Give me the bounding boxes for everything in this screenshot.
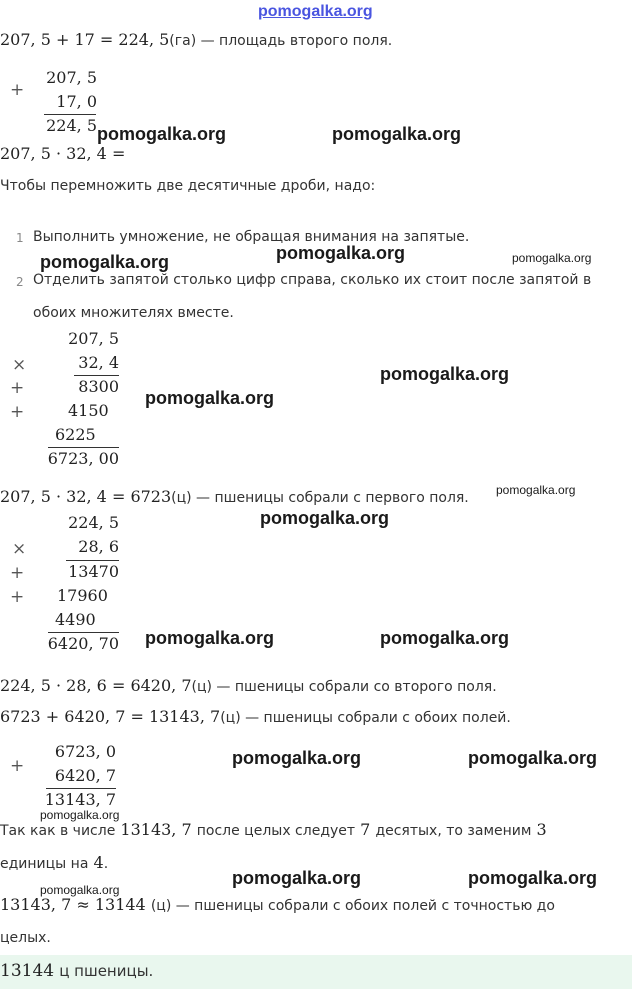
partial-product-3: 4490 (55, 610, 96, 629)
math-expression-multiply: 207, 5 · 32, 4 = (0, 144, 126, 163)
plus-sign: + (10, 563, 25, 583)
watermark: pomogalka.org (232, 868, 362, 888)
plus-sign: + (10, 402, 25, 422)
watermark: pomogalka.org (40, 252, 170, 272)
sum-line (44, 114, 96, 115)
result-line (48, 632, 119, 633)
step-text: Выполнить умножение, не обращая внимания на запятые. (33, 229, 470, 245)
text: десятых, то заменим (375, 823, 532, 839)
watermark: pomogalka.org (468, 748, 598, 768)
math-expression: 13143, 7 ≈ 13144 (0, 895, 146, 914)
line-second-field-wheat (0, 676, 497, 695)
math: 3 (536, 820, 547, 839)
product-result: 6420, 70 (47, 634, 119, 653)
watermark: pomogalka.org (97, 124, 227, 144)
watermark: pomogalka.org (40, 883, 120, 897)
watermark-top[interactable]: pomogalka.org (258, 3, 373, 20)
partial-product-1: 8300 (78, 377, 119, 396)
rounded-total-continued: целых. (0, 930, 51, 946)
rounding-explanation-continued (0, 853, 108, 872)
line-both-fields-wheat (0, 707, 511, 726)
math-expression: 6723 + 6420, 7 = 13143, 7 (0, 707, 221, 726)
math: 13143, 7 (120, 820, 192, 839)
line-text: (ц) — пшеницы собрали с обоих полей. (220, 710, 511, 726)
text: . (103, 856, 109, 872)
result-line (48, 447, 119, 448)
line-text: (га) — площадь второго поля. (169, 33, 393, 49)
watermark: pomogalka.org (512, 251, 592, 265)
plus-sign: + (10, 587, 25, 607)
sum-result: 224, 5 (46, 116, 97, 135)
text: Так как в числе (0, 823, 116, 839)
partial-product-3: 6225 (55, 425, 96, 444)
watermark: pomogalka.org (276, 243, 406, 263)
sum-line (46, 788, 116, 789)
plus-sign: + (10, 80, 25, 100)
math: 7 (360, 820, 371, 839)
watermark: pomogalka.org (468, 868, 598, 888)
math-expression: 207, 5 + 17 = 224, 5 (0, 30, 170, 49)
text: единицы на (0, 856, 89, 872)
watermark: pomogalka.org (260, 508, 390, 528)
addend-2: 6420, 7 (54, 766, 116, 785)
partial-product-2: 4150 (68, 401, 109, 420)
step-text-continued: обоих множителях вместе. (33, 305, 234, 321)
line-area-second-field (0, 30, 392, 49)
watermark: pomogalka.org (496, 483, 576, 497)
step-number: 2 (16, 275, 24, 289)
addend-1: 207, 5 (46, 68, 97, 87)
rule-intro: Чтобы перемножить две десятичные дроби, надо: (0, 178, 376, 194)
product-line (74, 375, 119, 376)
times-sign: × (12, 539, 27, 559)
addend-1: 6723, 0 (54, 742, 116, 761)
partial-product-2: 17960 (57, 586, 108, 605)
multiplicand: 207, 5 (68, 329, 119, 348)
multiplier: 28, 6 (78, 537, 119, 556)
product-line (66, 560, 119, 561)
step-text: Отделить запятой столько цифр справа, сколько их стоит после запятой в (33, 272, 592, 288)
math-expression: 224, 5 · 28, 6 = 6420, 7 (0, 676, 192, 695)
line-text: (ц) — пшеницы собрали с обоих полей с точностью до (150, 898, 555, 914)
product-result: 6723, 00 (47, 449, 119, 468)
answer (0, 961, 153, 981)
plus-sign: + (10, 756, 25, 776)
multiplicand: 224, 5 (68, 513, 119, 532)
plus-sign: + (10, 378, 25, 398)
watermark: pomogalka.org (332, 124, 462, 144)
times-sign: × (12, 355, 27, 375)
addend-2: 17, 0 (56, 92, 97, 111)
watermark: pomogalka.org (380, 628, 510, 648)
watermark: pomogalka.org (232, 748, 362, 768)
answer-value: 13144 (0, 961, 55, 981)
math: 4 (93, 853, 104, 872)
watermark: pomogalka.org (145, 388, 275, 408)
rounding-explanation (0, 820, 547, 839)
multiplier: 32, 4 (78, 353, 119, 372)
watermark: pomogalka.org (145, 628, 275, 648)
line-first-field-wheat (0, 487, 469, 506)
text: после целых следует (196, 823, 356, 839)
math-expression: 207, 5 · 32, 4 = 6723 (0, 487, 172, 506)
line-text: (ц) — пшеницы собрали со второго поля. (191, 679, 497, 695)
step-number: 1 (16, 231, 24, 245)
partial-product-1: 13470 (68, 562, 119, 581)
rounded-total (0, 895, 555, 914)
watermark: pomogalka.org (380, 364, 510, 384)
sum-result: 13143, 7 (44, 790, 116, 809)
watermark: pomogalka.org (40, 808, 120, 822)
answer-text: ц пшеницы. (59, 962, 154, 980)
line-text: (ц) — пшеницы собрали с первого поля. (171, 490, 469, 506)
